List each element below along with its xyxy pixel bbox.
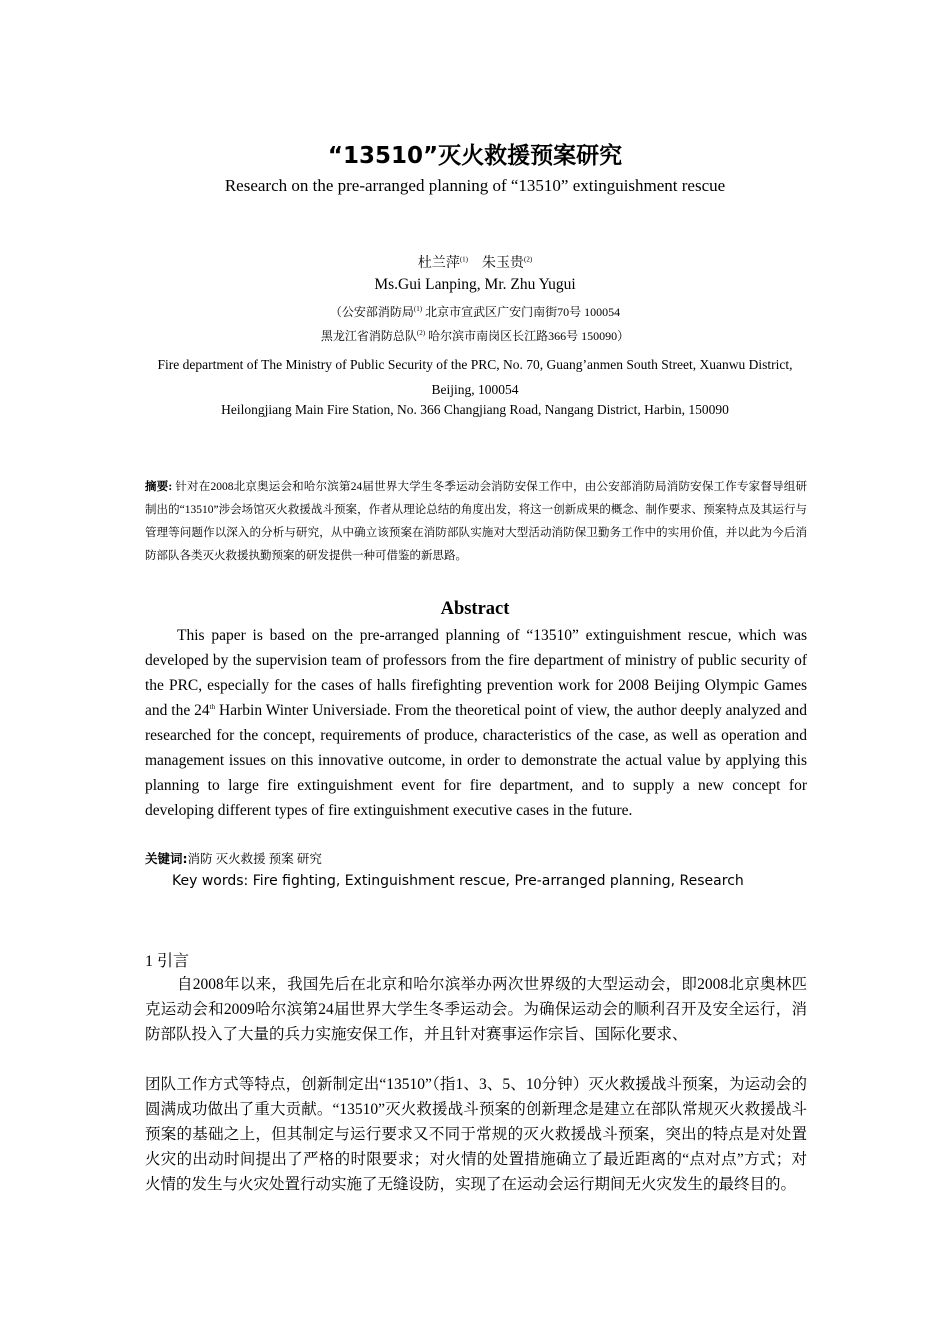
abstract-chinese: [145, 476, 807, 568]
abstract-heading: Abstract: [440, 599, 510, 619]
affiliation-cn-2: [0, 327, 950, 344]
abstract-english-text-part2: Harbin Winter Universiade. From the theoretical point of view, the author deeply analyzed and researched for the concept, requirements of produce, characteristics of the case, as well as operation and management issues on this innovative outcome, in order to demonstrate the actual value by applying this planning to large fire extinguishment event for fire department, and to supply a new concept for developing different types of fire extinguishment executive cases in the future.: [145, 702, 807, 819]
authors-chinese: [0, 252, 950, 272]
affiliation-en-1: Fire department of The Ministry of Public Security of the PRC, No. 70, Guang’anmen South Street, Xuanwu District, Beijing, 100054: [157, 357, 793, 397]
affiliation-cn-2-marker: (2): [416, 329, 426, 337]
abstract-english: [145, 623, 807, 823]
section-1-paragraph-2: 团队工作方式等特点，创新制定出“13510”（指1、3、5、10分钟）灭火救援战斗预案，为运动会的圆满成功做出了重大贡献。“13510”灭火救援战斗预案的创新理念是建立在部队常规灭火救援战斗预案的基础之上，但其制定与运行要求又不同于常规的灭火救援战斗预案，突出的特点是对处置火灾的出动时间提出了严格的时限要求；对火情的处置措施确立了最近距离的“点对点”方式；对火情的发生与火灾处置行动实施了无缝设防，实现了在运动会运行期间无火灾发生的最终目的。: [145, 1076, 807, 1193]
keywords-chinese-label: 关键词:: [145, 851, 188, 866]
authors-english: Ms.Gui Lanping, Mr. Zhu Yugui: [374, 276, 576, 293]
section-1-paragraph-1: 自2008年以来，我国先后在北京和哈尔滨举办两次世界级的大型运动会，即2008北京奥林匹克运动会和2009哈尔滨第24届世界大学生冬季运动会。为确保运动会的顺利召开及安全运行，消防部队投入了大量的兵力实施安保工作，并且针对赛事运作宗旨、国际化要求、: [145, 976, 807, 1043]
page-subtitle: Research on the pre-arranged planning of “13510” extinguishment rescue: [224, 176, 726, 195]
affiliation-cn-2-address: 哈尔滨市南岗区长江路366号 150090）: [425, 329, 630, 343]
author-2-name: 朱玉贵: [482, 256, 524, 271]
author-2-marker: (2): [524, 255, 533, 264]
affiliation-cn-2-org: 黑龙江省消防总队: [320, 329, 417, 343]
affiliation-en-2: Heilongjiang Main Fire Station, No. 366 Changjiang Road, Nangang District, Harbin, 150090: [221, 402, 729, 417]
abstract-english-text-part1: This paper is based on the pre-arranged planning of “13510” extinguishment rescue, which was developed by the supervision team of professors from the fire department of ministry of public security of the PRC, especially for the cases of halls firefighting prevention work for 2008 Beijing Olympic Games and the 24: [145, 627, 807, 719]
keywords-chinese: [145, 849, 807, 867]
keywords-chinese-text: 消防 灭火救援 预案 研究: [187, 852, 322, 866]
affiliation-cn-1: [0, 303, 950, 320]
author-1-name: 杜兰萍: [417, 256, 460, 271]
section-1-heading: 1 引言: [145, 953, 190, 970]
affiliation-cn-1-address: 北京市宣武区广安门南街70号 100054: [422, 305, 621, 319]
keywords-english: Key words: Fire fighting, Extinguishment rescue, Pre-arranged planning, Research: [172, 873, 744, 889]
author-1-marker: (1): [459, 255, 468, 264]
abstract-chinese-text: 针对在2008北京奥运会和哈尔滨第24届世界大学生冬季运动会消防安保工作中，由公安部消防局消防安保工作专家督导组研制出的“13510”涉会场馆灭火救援战斗预案，作者从理论总结的角度出发，将这一创新成果的概念、制作要求、预案特点及其运行与管理等问题作以深入的分析与研究，从中确立该预案在消防部队实施对大型活动消防保卫勤务工作中的实用价值，并以此为今后消防部队各类灭火救援执勤预案的研发提供一种可借鉴的新思路。: [145, 481, 807, 562]
affiliation-cn-1-org: （公安部消防局: [329, 305, 414, 319]
affiliation-cn-1-marker: (1): [413, 305, 423, 313]
abstract-chinese-label: 摘要:: [145, 481, 173, 493]
page-title: “13510”灭火救援预案研究: [327, 143, 623, 169]
abstract-english-ordinal: th: [209, 702, 216, 711]
